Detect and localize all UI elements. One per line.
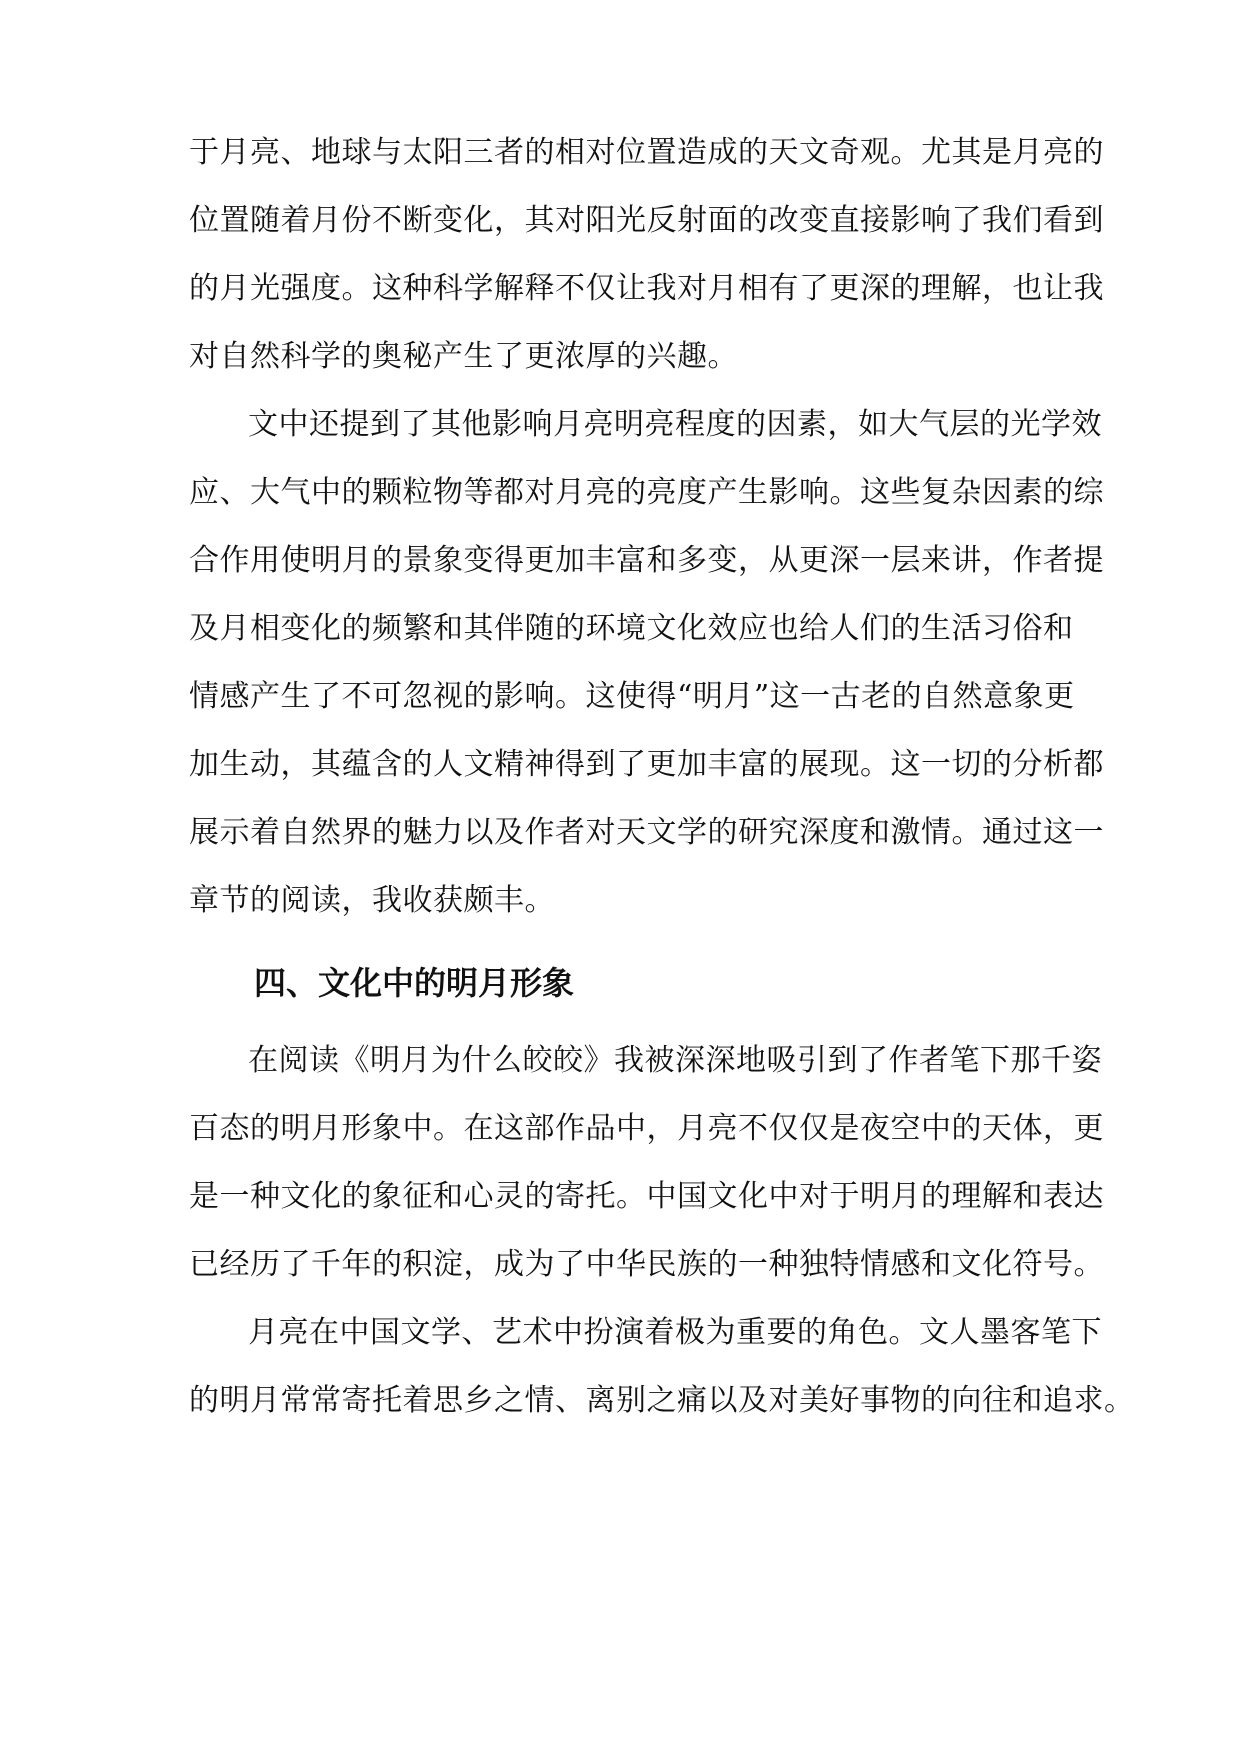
paragraph-2-line-1: 文中还提到了其他影响月亮明亮程度的因素，如大气层的光学效 xyxy=(248,407,1102,442)
paragraph-2-line-2: 应、大气中的颗粒物等都对月亮的亮度产生影响。这些复杂因素的综 xyxy=(189,475,1104,510)
paragraph-2-line-5: 情感产生了不可忽视的影响。这使得“明月”这一古老的自然意象更 xyxy=(189,679,1075,714)
paragraph-3-line-1: 在阅读《明月为什么皎皎》我被深深地吸引到了作者笔下那千姿 xyxy=(248,1043,1102,1078)
paragraph-4-line-1: 月亮在中国文学、艺术中扮演着极为重要的角色。文人墨客笔下 xyxy=(248,1315,1102,1350)
paragraph-1-line-4: 对自然科学的奥秘产生了更浓厚的兴趣。 xyxy=(189,339,738,374)
paragraph-2-line-4: 及月相变化的频繁和其伴随的环境文化效应也给人们的生活习俗和 xyxy=(189,611,1074,646)
paragraph-2-line-7: 展示着自然界的魅力以及作者对天文学的研究深度和激情。通过这一 xyxy=(189,815,1104,850)
paragraph-2-line-3: 合作用使明月的景象变得更加丰富和多变，从更深一层来讲，作者提 xyxy=(189,543,1104,578)
paragraph-1-line-1: 于月亮、地球与太阳三者的相对位置造成的天文奇观。尤其是月亮的 xyxy=(189,135,1104,170)
paragraph-2-line-6: 加生动，其蕴含的人文精神得到了更加丰富的展现。这一切的分析都 xyxy=(189,747,1104,782)
paragraph-1-line-2: 位置随着月份不断变化，其对阳光反射面的改变直接影响了我们看到 xyxy=(189,203,1104,238)
paragraph-3-line-2: 百态的明月形象中。在这部作品中，月亮不仅仅是夜空中的天体，更 xyxy=(189,1111,1104,1146)
paragraph-3-line-4: 已经历了千年的积淀，成为了中华民族的一种独特情感和文化符号。 xyxy=(189,1247,1104,1282)
paragraph-1-line-3: 的月光强度。这种科学解释不仅让我对月相有了更深的理解，也让我 xyxy=(189,271,1104,306)
paragraph-3-line-3: 是一种文化的象征和心灵的寄托。中国文化中对于明月的理解和表达 xyxy=(189,1179,1104,1214)
paragraph-4-line-2: 的明月常常寄托着思乡之情、离别之痛以及对美好事物的向往和追求。 xyxy=(189,1383,1135,1418)
section-heading: 四、文化中的明月形象 xyxy=(254,964,575,1002)
paragraph-2-line-8: 章节的阅读，我收获颇丰。 xyxy=(189,883,555,918)
